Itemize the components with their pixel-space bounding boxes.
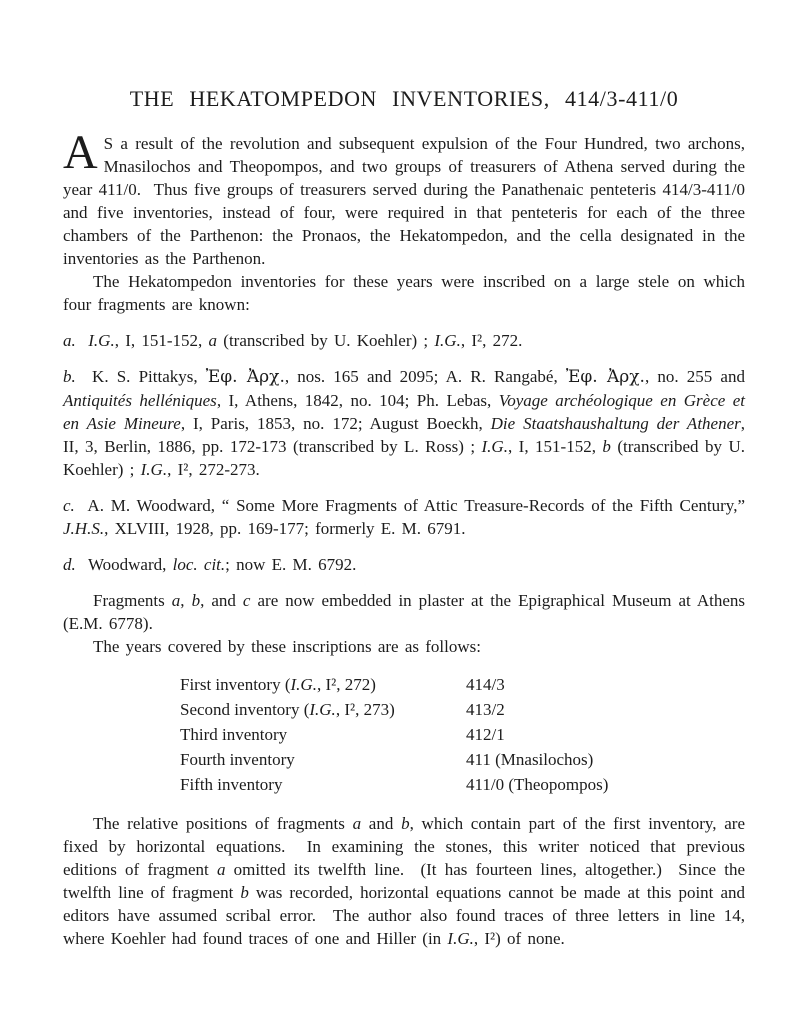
- drop-cap-letter: A: [63, 126, 98, 179]
- fragment-item-a: a. I.G., I, 151-152, a (transcribed by U. Koehler) ; I.G., I², 272.: [63, 331, 523, 350]
- inventory-label: Fifth inventory: [180, 775, 283, 794]
- table-row-first: [180, 672, 745, 697]
- intro-paragraph-text: S a result of the revolution and subsequent expulsion of the Four Hundred, two archons, Mnasilochos and Theopompos, and two groups of treasurers of Athena served during the year 411/0. Thus five groups of treasurers served during the Panathenaic penteteris 414/3-411/0 and five inventories, instead of four, were required in that penteteris for each of the three chambers of the Parthenon: the Pronaos, the Hekatompedon, and the cella designated in the inventories as the Parthenon.: [63, 134, 745, 268]
- table-row-fourth: [180, 747, 745, 772]
- inventory-label: Third inventory: [180, 725, 288, 744]
- inventory-year: 411 (Mnasilochos): [466, 750, 594, 769]
- years-covered-paragraph: The years covered by these inscriptions are as follows:: [93, 637, 481, 656]
- inventory-label: First inventory (I.G., I², 272): [180, 675, 376, 694]
- table-row-second: [180, 697, 745, 722]
- fragments-location-paragraph: Fragments a, b, and c are now embedded in plaster at the Epigraphical Museum at Athens (E.M. 6778).: [63, 591, 746, 633]
- fragment-item-d: d. Woodward, loc. cit.; now E. M. 6792.: [63, 555, 357, 574]
- closing-paragraph: The relative positions of fragments a and b, which contain part of the first inventory, are fixed by horizontal equations. In examining the stones, this writer noticed that previous editions of fragment a omitted its twelfth line. (It has fourteen lines, altogether.) Since the twelfth line of fragment b was recorded, horizontal equations cannot be made at this point and editors have assumed scribal error. The author also found traces of three letters in line 14, where Koehler had found traces of one and Hiller (in I.G., I²) of none.: [63, 814, 745, 948]
- table-row-third: [180, 722, 745, 747]
- text-block: [63, 86, 745, 950]
- inventory-year: 412/1: [466, 725, 505, 744]
- inventory-label: Second inventory (I.G., I², 273): [180, 700, 395, 719]
- fragment-item-b: b. K. S. Pittakys, Ἐφ. Ἀρχ., nos. 165 and 2095; A. R. Rangabé, Ἐφ. Ἀρχ., no. 255 and Antiquités helléniques, I, Athens, 1842, no. 104; Ph. Lebas, Voyage archéologique en Grèce et en Asie Mineure, I, Paris, 1853, no. 172; August Boeckh, Die Staatshaushaltung der Athener, II, 3, Berlin, 1886, pp. 172-173 (transcribed by L. Ross) ; I.G., I, 151-152, b (transcribed by U. Koehler) ; I.G., I², 272-273.: [63, 367, 746, 479]
- inventory-year: 413/2: [466, 700, 505, 719]
- stele-paragraph: The Hekatompedon inventories for these years were inscribed on a large stele on which four fragments are known:: [63, 272, 745, 314]
- page-title: THE HEKATOMPEDON INVENTORIES, 414/3-411/0: [129, 86, 679, 111]
- inventory-table: [180, 672, 745, 797]
- inventory-label: Fourth inventory: [180, 750, 295, 769]
- table-row-fifth: [180, 772, 745, 797]
- fragment-item-c: c. A. M. Woodward, “ Some More Fragments of Attic Treasure-Records of the Fifth Century,” J.H.S., XLVIII, 1928, pp. 169-177; formerly E. M. 6791.: [63, 496, 745, 538]
- intro-paragraph: [63, 126, 745, 270]
- inventory-year: 414/3: [466, 675, 505, 694]
- inventory-year: 411/0 (Theopompos): [466, 775, 609, 794]
